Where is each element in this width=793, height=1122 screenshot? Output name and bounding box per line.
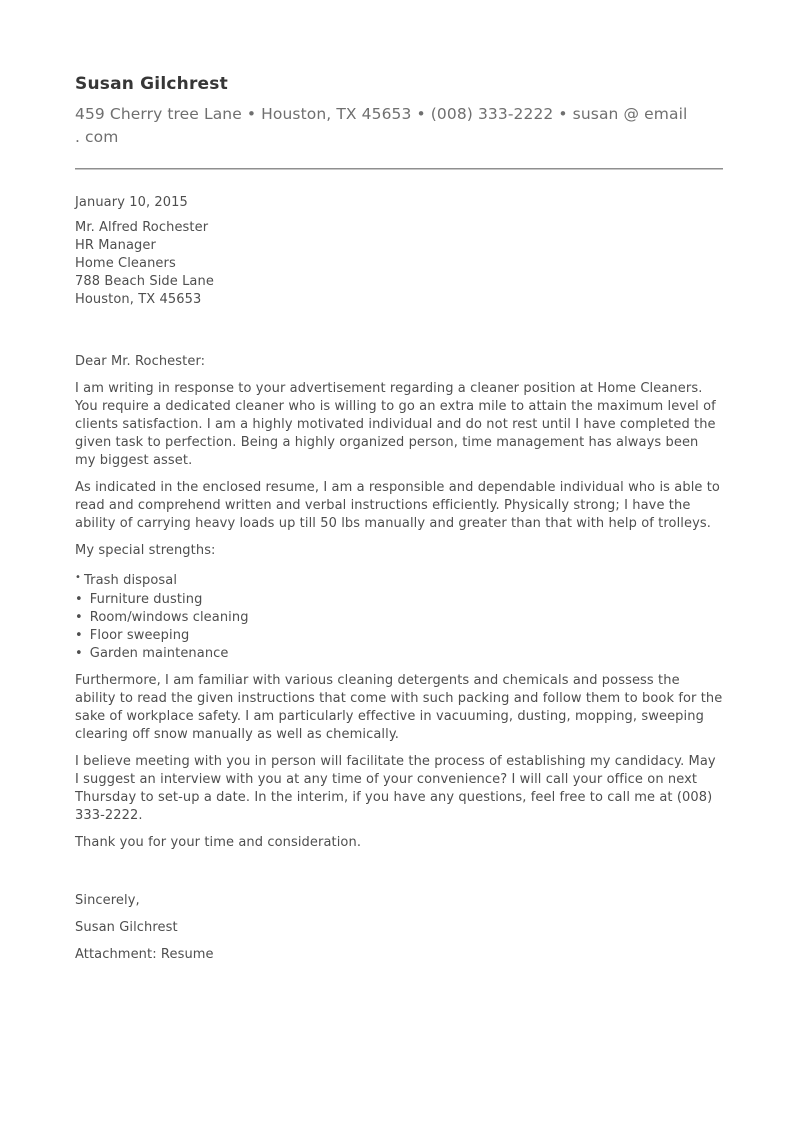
list-item-label: Furniture dusting [89, 592, 203, 607]
list-item [75, 591, 723, 609]
bullet-icon: • [75, 592, 83, 607]
list-item-label: Room/windows cleaning [89, 610, 249, 625]
list-item [75, 572, 723, 591]
date-line: January 10, 2015 [75, 195, 188, 210]
contact-line-1: 459 Cherry tree Lane • Houston, TX 45653 • (008) 333-2222 • susan @ email [75, 105, 688, 123]
list-item-label: Trash disposal [84, 573, 178, 588]
sender-contact [75, 103, 723, 149]
strengths-intro: My special strengths: [75, 543, 216, 558]
list-item [75, 609, 723, 627]
recipient-company: Home Cleaners [75, 256, 176, 271]
signature-name: Susan Gilchrest [75, 920, 178, 935]
letter-header [75, 74, 723, 170]
salutation: Dear Mr. Rochester: [75, 354, 206, 369]
strengths-list [75, 572, 723, 663]
bullet-icon: • [75, 628, 83, 643]
paragraph-resume: As indicated in the enclosed resume, I am a responsible and dependable individual who is able to read and comprehend written and verbal instructions efficiently. Physically strong; I have the ability of carrying heavy loads up till 50 lbs manually and greater than that with help of trolleys. [75, 480, 720, 531]
bullet-icon: • [75, 572, 81, 583]
recipient-city: Houston, TX 45653 [75, 292, 202, 307]
attachment-note: Attachment: Resume [75, 947, 214, 962]
paragraph-skills: Furthermore, I am familiar with various cleaning detergents and chemicals and possess the ability to read the given instructions that come with such packing and follow them to book for the sake of workplace safety. I am particularly effective in vacuuming, dusting, mopping, sweeping clearing off snow manually as well as chemically. [75, 673, 723, 742]
closing-salutation: Sincerely, [75, 893, 140, 908]
list-item [75, 645, 723, 663]
contact-line-2: . com [75, 128, 119, 146]
paragraph-thanks: Thank you for your time and consideration. [75, 835, 362, 850]
header-divider [75, 168, 723, 170]
letter-body [75, 194, 723, 964]
bullet-icon: • [75, 610, 83, 625]
list-item-label: Floor sweeping [89, 628, 190, 643]
list-item [75, 627, 723, 645]
recipient-name: Mr. Alfred Rochester [75, 220, 209, 235]
paragraph-opening: I am writing in response to your advertisement regarding a cleaner position at Home Cleaners. You require a dedicated cleaner who is willing to go an extra mile to attain the maximum level of clients satisfaction. I am a highly motivated individual and do not rest until I have completed the given task to perfection. Being a highly organized person, time management has always been my biggest asset. [75, 381, 716, 468]
recipient-title: HR Manager [75, 238, 156, 253]
recipient-address [75, 219, 723, 309]
bullet-icon: • [75, 646, 83, 661]
paragraph-interview: I believe meeting with you in person will facilitate the process of establishing my candidacy. May I suggest an interview with you at any time of your convenience? I will call your office on next Thursday to set-up a date. In the interim, if you have any questions, feel free to call me at (008) 333-2222. [75, 754, 716, 823]
recipient-street: 788 Beach Side Lane [75, 274, 214, 289]
list-item-label: Garden maintenance [89, 646, 229, 661]
document-page [75, 0, 723, 964]
sender-name: Susan Gilchrest [75, 74, 228, 94]
